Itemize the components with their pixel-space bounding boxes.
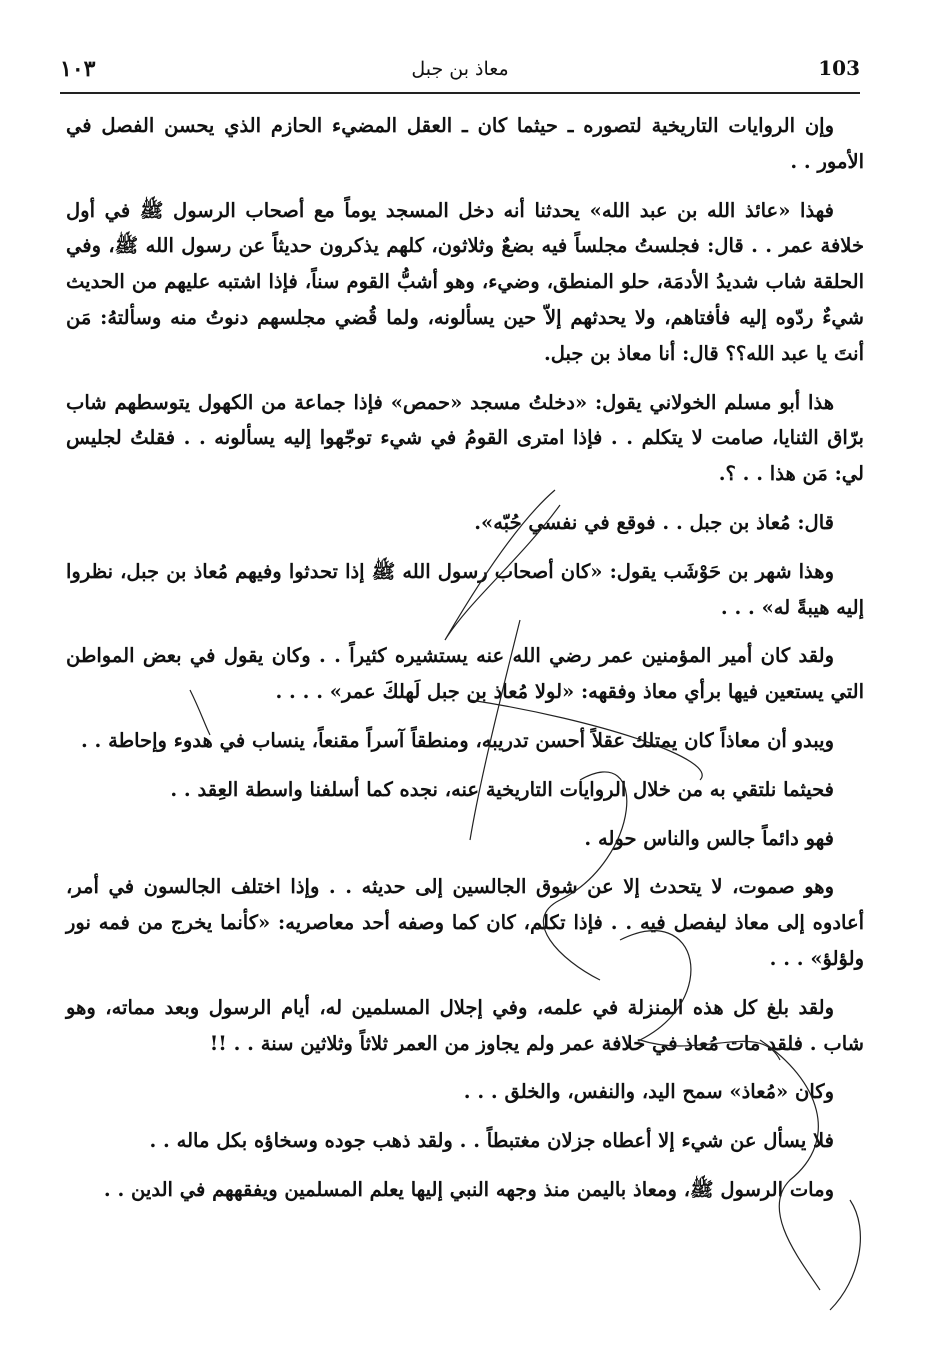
- paragraph: وهو صموت، لا يتحدث إلا عن شوق الجالسين إلى حديثه . . وإذا اختلف الجالسون في أمر، أعادوه إلى معاذ ليفصل فيه . . فإذا تكلم، كان كما وصفه أحد معاصريه: «كأنما يخرج من فمه نور ولؤلؤ» . . .: [66, 875, 864, 970]
- paragraph: ولقد كان أمير المؤمنين عمر رضي الله عنه يستشيره كثيراً . . وكان يقول في بعض المواطن التي يستعين فيها برأي معاذ وفقهه: «لولا مُعاذ بن جبل لَهلكَ عمر» . . . .: [66, 644, 864, 704]
- paragraph: فحيثما نلتقي به من خلال الروايات التاريخية عنه، نجده كما أسلفنا واسطة العِقد . .: [170, 777, 834, 801]
- paragraph: ومات الرسول ﷺ، ومعاذ باليمن منذ وجهه النبي إليها يعلم المسلمين ويفقههم في الدين . .: [103, 1177, 834, 1201]
- page-body: [66, 108, 864, 1221]
- paragraph: وكان «مُعاذ» سمح اليد، والنفس، والخلق . . .: [463, 1080, 834, 1104]
- page-number-latin: 103: [818, 56, 860, 80]
- paragraph: وهذا شهر بن حَوْشَب يقول: «كان أصحاب رسول الله ﷺ إذا تحدثوا وفيهم مُعاذ بن جبل، نظروا إليه هيبةً له» . . .: [66, 559, 864, 619]
- paragraph: قال: مُعاذ بن جبل . . فوقع في نفسي حُبّه».: [474, 510, 834, 534]
- paragraph: وإن الروايات التاريخية لتصوره ـ حيثما كان ـ العقل المضيء الحازم الذي يحسن الفصل في الأمور . .: [66, 114, 864, 173]
- running-title: معاذ بن جبل: [411, 58, 509, 80]
- paragraph: ولقد بلغ كل هذه المنزلة في علمه، وفي إجلال المسلمين له، أيام الرسول وبعد مماته، وهو شاب . فلقد مات مُعاذ في خلافة عمر ولم يجاوز من العمر ثلاثاً وثلاثين سنة . . !!: [66, 995, 864, 1055]
- page-number-arabic: ١٠٣: [60, 56, 96, 82]
- paragraph: ويبدو أن معاذاً كان يمتلك عقلاً أحسن تدريبه، ومنطقاً آسراً مقنعاً، ينساب في هدوء وإحاطة . .: [80, 728, 834, 752]
- page-header: [60, 52, 860, 94]
- paragraph: هذا أبو مسلم الخولاني يقول: «دخلتُ مسجد «حمص» فإذا جماعة من الكهول يتوسطهم شاب برّاق الثنايا، صامت لا يتكلم . . فإذا امترى القومُ في شيء توجّهوا إليه يسألونه . . فقلتُ لجليس لي: مَن هذا . . ؟.: [66, 390, 864, 486]
- paragraph: فهذا «عائذ الله بن عبد الله» يحدثنا أنه دخل المسجد يوماً مع أصحاب الرسول ﷺ في أول خلافة عمر . . قال: فجلستُ مجلساً فيه بضعٌ وثلاثون، كلهم يذكرون حديثاً عن رسول الله ﷺ، وفي الحلقة شاب شديدُ الأدمَة، حلو المنطق، وضيء، وهو أشبُّ القوم سناً، فإذا اشتبه عليهم من الحديث شيءٌ ردّوه إليه فأفتاهم، ولا يحدثهم إلاّ حين يسألونه، ولما قُضي مجلسهم دنوتُ منه وسألتهُ: مَن أنتَ يا عبد الله؟؟ قال: أنا معاذ بن جبل.: [66, 198, 864, 365]
- paragraph: فهو دائماً جالس والناس حوله .: [584, 826, 834, 850]
- paragraph: فلا يسأل عن شيء إلا أعطاه جزلان مغتبطاً . . ولقد ذهب جوده وسخاؤه بكل ماله . .: [149, 1129, 834, 1153]
